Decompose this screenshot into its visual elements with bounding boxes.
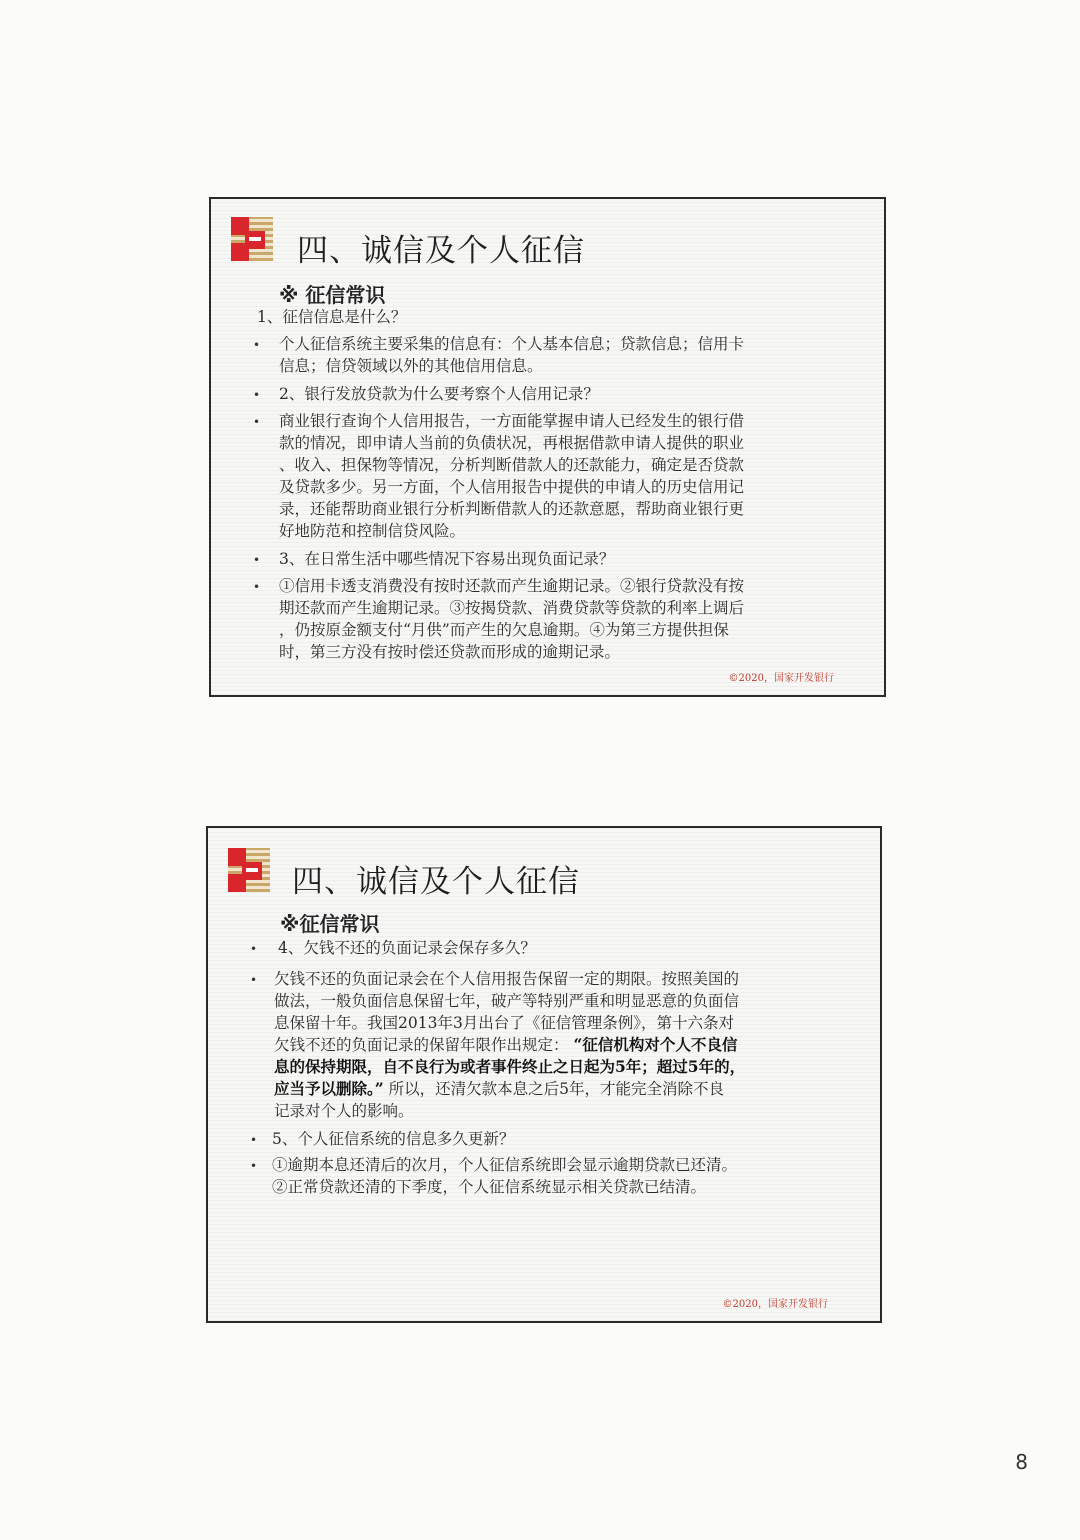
text-line: 商业银行查询个人信用报告，一方面能掌握申请人已经发生的银行借 <box>279 412 745 430</box>
text-segment: 欠钱不还的负面记录的保留年限作出规定： <box>274 1036 569 1054</box>
question-line: 1、征信信息是什么？ <box>257 308 407 326</box>
slide-title: 四、诚信及个人征信 <box>297 233 585 269</box>
bullet-dot: • <box>250 1159 258 1173</box>
text-line: 录，还能帮助商业银行分析判断借款人的还款意愿，帮助商业银行更 <box>279 500 745 518</box>
copyright-text: ©2020，国家开发银行 <box>722 1299 828 1310</box>
slide-title: 四、诚信及个人征信 <box>292 864 580 900</box>
text-line: ②正常贷款还清的下季度，个人征信系统显示相关贷款已结清。 <box>272 1178 707 1196</box>
bank-logo-icon <box>231 217 273 261</box>
bold-quote: “征信机构对个人不良信 <box>573 1035 738 1054</box>
bullet-dot: • <box>250 1133 258 1147</box>
text-line: ①信用卡透支消费没有按时还款而产生逾期记录。②银行贷款没有按 <box>279 577 745 595</box>
bullet-dot: • <box>253 415 261 429</box>
text-line: 信息；信贷领域以外的其他信用信息。 <box>279 357 543 375</box>
copyright-text: ©2020，国家开发银行 <box>728 673 834 684</box>
bullet-dot: • <box>253 388 261 402</box>
slide-subtitle: ※ 征信常识 <box>279 283 386 307</box>
slide-subtitle: ※征信常识 <box>280 912 380 936</box>
slide-1 <box>209 197 886 697</box>
text-line: 期还款而产生逾期记录。③按揭贷款、消费贷款等贷款的利率上调后 <box>279 599 745 617</box>
text-line: 款的情况，即申请人当前的负债状况，再根据借款申请人提供的职业 <box>279 434 745 452</box>
question-line: 2、银行发放贷款为什么要考察个人信用记录？ <box>279 385 599 403</box>
text-line: 好地防范和控制信贷风险。 <box>279 522 466 540</box>
question-line: 3、在日常生活中哪些情况下容易出现负面记录？ <box>279 550 615 568</box>
bullet-dot: • <box>250 973 258 987</box>
bullet-dot: • <box>250 942 258 956</box>
bullet-dot: • <box>253 338 261 352</box>
bold-quote: 应当予以删除。” <box>274 1079 384 1098</box>
page-number: 8 <box>1015 1450 1028 1474</box>
text-line: 欠钱不还的负面记录会在个人信用报告保留一定的期限。按照美国的 <box>274 970 740 988</box>
text-line: 做法，一般负面信息保留七年，破产等特别严重和明显恶意的负面信 <box>274 992 740 1010</box>
text-line <box>274 1034 737 1056</box>
question-line: 5、个人征信系统的信息多久更新？ <box>272 1130 515 1148</box>
text-segment: 所以，还清欠款本息之后5年，才能完全消除不良 <box>388 1080 724 1098</box>
text-line: 及贷款多少。另一方面，个人信用报告中提供的申请人的历史信用记 <box>279 478 745 496</box>
text-line <box>274 1078 724 1100</box>
text-line: 个人征信系统主要采集的信息有：个人基本信息；贷款信息；信用卡 <box>279 335 745 353</box>
text-line: ，仍按原金额支付“月供”而产生的欠息逾期。④为第三方提供担保 <box>279 621 729 639</box>
text-line: ①逾期本息还清后的次月，个人征信系统即会显示逾期贷款已还清。 <box>272 1156 738 1174</box>
bullet-dot: • <box>253 580 261 594</box>
text-line: 、收入、担保物等情况，分析判断借款人的还款能力，确定是否贷款 <box>279 456 745 474</box>
bullet-dot: • <box>253 553 261 567</box>
question-line: 4、欠钱不还的负面记录会保存多久？ <box>278 939 536 957</box>
slide-2 <box>206 826 882 1323</box>
text-line: 息保留十年。我国2013年3月出台了《征信管理条例》，第十六条对 <box>274 1014 735 1032</box>
text-line: 记录对个人的影响。 <box>274 1102 414 1120</box>
bank-logo-icon <box>228 848 270 892</box>
bold-quote-line: 息的保持期限，自不良行为或者事件终止之日起为5年；超过5年的， <box>274 1057 746 1076</box>
text-line: 时，第三方没有按时偿还贷款而形成的逾期记录。 <box>279 643 621 661</box>
